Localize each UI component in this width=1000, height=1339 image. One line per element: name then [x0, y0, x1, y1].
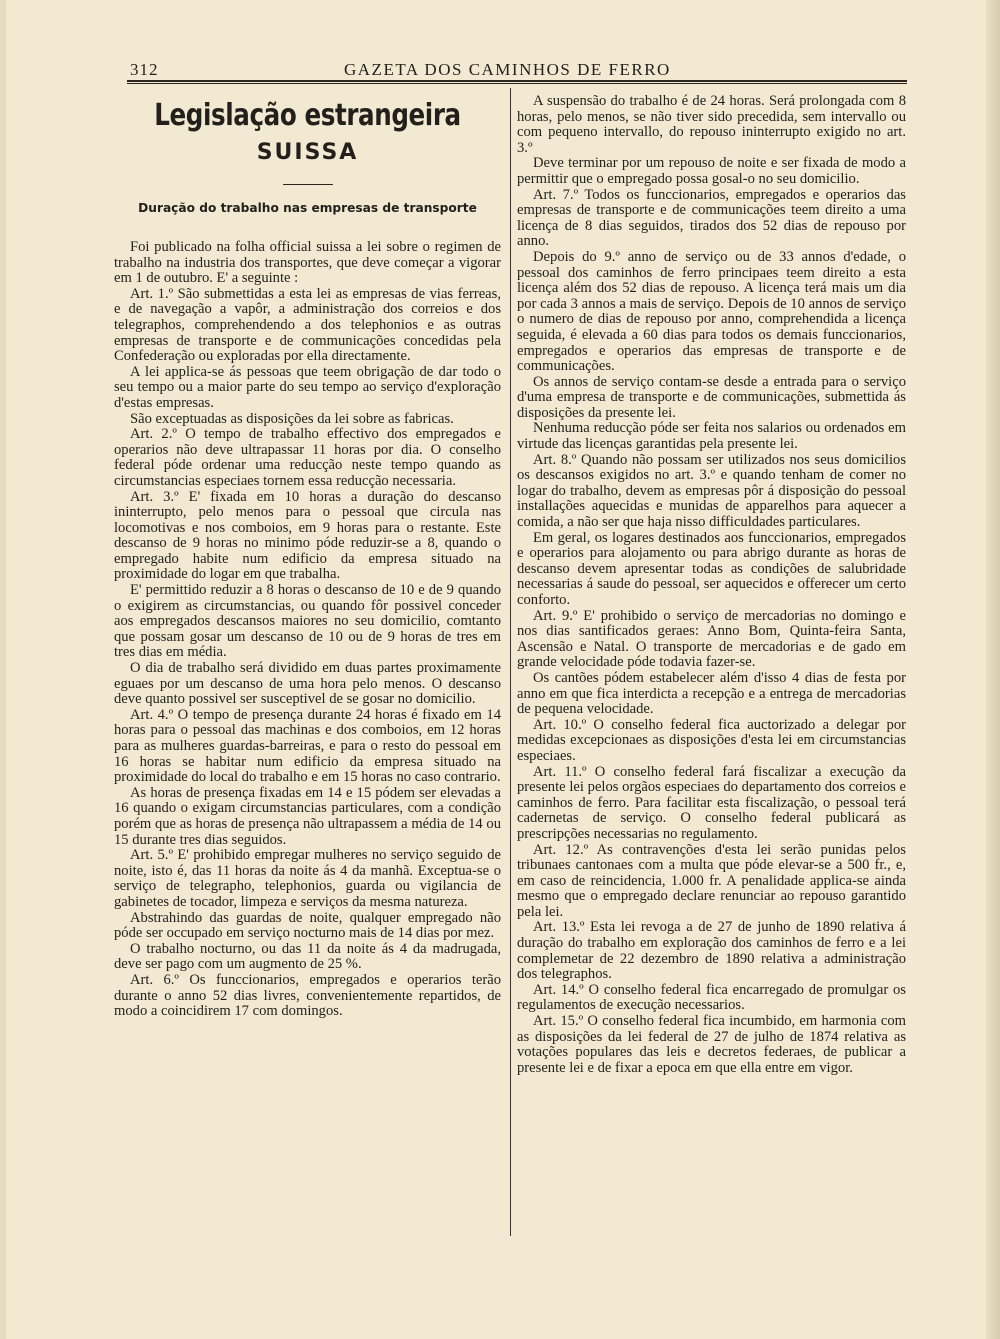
paragraph: E' permittido reduzir a 8 horas o descanso de 10 e de 9 quando o exigirem as circumstancias, ou quando fôr possivel conceder aos empregados descansos maiores no seu domicilio, comtanto que possam gosar um descanso de 10 ou de 9 horas de tres em tres dias em média.	[114, 582, 501, 661]
paragraph: Art. 15.º O conselho federal fica incumbido, em harmonia com as disposições da lei federal de 27 de julho de 1874 relativa as votações populares das leis e decretos federaes, de publicar a presente lei e de fixar a epoca em que ella entre em vigor.	[517, 1013, 906, 1076]
paragraph: Art. 6.º Os funccionarios, empregados e operarios terão durante o anno 52 dias livres, convenientemente repartidos, de modo a coincidirem 17 com domingos.	[114, 971, 501, 1020]
paragraph: Art. 1.º São submettidas a esta lei as empresas de vias ferreas, e de navegação a vapôr, a administração dos correios e dos telegraphos, comprehendendo a dos telephonios e as outras empresas de transporte e de communicações concedidas pela Confederação ou exploradas por ella directamente.	[114, 285, 501, 365]
paragraph: As horas de presença fixadas em 14 e 15 pódem ser elevadas a 16 quando o exigam circumstancias particulares, com a condição porém que as horas de presença não ultrapassem a média de 14 ou 15 durante tres dias seguidos.	[114, 784, 501, 848]
country-title: SUISSA	[256, 140, 359, 165]
paragraph: Art. 7.º Todos os funccionarios, empregados e operarios das empresas de transporte e de communicações teem direito a uma licença de 8 dias seguidos, tirados dos 52 dias de repouso por anno.	[517, 186, 906, 250]
paragraph: Art. 8.º Quando não possam ser utilizados nos seus domicilios os descansos exigidos no art. 3.º e quando tenham de comer no logar do trabalho, devem as empresas pôr á disposição do pessoal installações aquecidas e munidas de apparelhos para aquecer a comida, a não ser que haja nisso difficuldades particulares.	[517, 451, 906, 531]
header-rule	[127, 80, 907, 82]
paragraph: Foi publicado na folha official suissa a lei sobre o regimen de trabalho na industria dos transportes, que deve começar a vigorar em 1 de outubro. E' a seguinte :	[114, 239, 501, 287]
page-edge	[0, 0, 6, 1339]
paragraph: Art. 14.º O conselho federal fica encarregado de promulgar os regulamentos de execução necessarios.	[517, 981, 906, 1014]
paragraph: Abstrahindo das guardas de noite, qualquer empregado não póde ser occupado em serviço nocturno mais de 14 dias por mez.	[114, 909, 501, 942]
paragraph: Os cantões pódem estabelecer além d'isso 4 dias de festa por anno em que fica interdicta a recepção e a entrega de mercadorias de pequena velocidade.	[517, 669, 906, 718]
paragraph: Art. 9.º E' prohibido o serviço de mercadorias no domingo e nos dias santificados geraes: Anno Bom, Quinta-feira Santa, Ascensão e Natal. O transporte de mercadorias e de gado em grande velocidade póde todavia fazer-se.	[517, 607, 906, 671]
right-column-body	[517, 94, 906, 1076]
paragraph: Art. 5.º E' prohibido empregar mulheres no serviço seguido de noite, isto é, das 11 horas da noite ás 4 da manhã. Exceptua-se o serviço de telegrapho, telephonios, guarda ou vigilancia de gabinetes de tocador, limpeza e serviços da mesma natureza.	[114, 847, 501, 910]
paragraph: Em geral, os logares destinados aos funccionarios, empregados e operarios para alojamento ou para abrigo durante as horas de descanso devem apresentar todas as condições de salubridade necessarias á saude do pessoal, ser aquecidos e offerecer um certo conforto.	[517, 529, 906, 608]
left-column-body	[114, 240, 501, 1020]
paragraph: Art. 4.º O tempo de presença durante 24 horas é fixado em 14 horas para o pessoal das machinas e dos comboios, em 12 horas para as mulheres guardas-barreiras, e para o resto do pessoal em 16 horas se habitar num edificio da empresa situado na proximidade do local do trabalho e em 15 horas no caso contrario.	[114, 706, 501, 786]
paragraph: Art. 10.º O conselho federal fica auctorizado a delegar por medidas excepcionaes as disposições d'esta lei em circumstancias especiaes.	[517, 716, 906, 764]
right-column	[517, 94, 906, 1076]
paragraph: O dia de trabalho será dividido em duas partes proximamente eguaes por um descanso de uma hora pelo menos. O descanso deve quanto possivel ser susceptivel de se gosar no domicilio.	[114, 660, 501, 708]
paragraph: Art. 12.º As contravenções d'esta lei serão punidas pelos tribunaes cantonaes com a multa que póde elevar-se a 500 fr., e, em caso de reincidencia, 1.000 fr. A penalidade applica-se ainda mesmo que o empregado declare renunciar ao repouso garantido pela lei.	[517, 841, 906, 920]
journal-title: GAZETA DOS CAMINHOS DE FERRO	[344, 60, 671, 79]
paragraph: Os annos de serviço contam-se desde a entrada para o serviço d'uma empresa de transporte e de communicações, submettida ás disposições da presente lei.	[517, 373, 906, 421]
page-header	[130, 58, 905, 80]
paragraph: A suspensão do trabalho é de 24 horas. Será prolongada com 8 horas, pelo menos, se não tiver sido precedida, sem intervallo ou com pequeno intervallo, do repouso ininterrupto exigido no art. 3.º	[517, 93, 906, 156]
paragraph: A lei applica-se ás pessoas que teem obrigação de dar todo o seu tempo ou a maior parte do seu tempo ao serviço d'exploração d'estas empresas.	[114, 363, 501, 411]
page-edge	[986, 0, 1000, 1339]
left-column	[114, 96, 501, 1020]
article-subtitle: Duração do trabalho nas empresas de transporte	[138, 201, 477, 215]
paragraph: Art. 13.º Esta lei revoga a de 27 de junho de 1890 relativa á duração do trabalho em exploração dos caminhos de ferro e a lei complemetar de 22 dezembro de 1890 relativa a administração dos telegraphos.	[517, 919, 906, 983]
paragraph: Nenhuma reducção póde ser feita nos salarios ou ordenados em virtude das licenças garantidas pela presente lei.	[517, 420, 906, 453]
paragraph: Art. 2.º O tempo de trabalho effectivo dos empregados e operarios não deve ultrapassar 11 horas por dia. O conselho federal póde ordenar uma reducção neste tempo quando as circumstancias especiaes tornem essa reducção necessaria.	[114, 426, 501, 489]
paragraph: Art. 11.º O conselho federal fará fiscalizar a execução da presente lei pelos orgãos especiaes do departamento dos correios e caminhos de ferro. Para facilitar esta fiscalização, o pessoal terá cadernetas de serviço. O conselho federal publicará as prescripções necessarias no regulamento.	[517, 763, 906, 842]
title-divider	[283, 184, 333, 185]
column-divider	[510, 88, 511, 1236]
page-number: 312	[130, 60, 159, 79]
section-title: Legislação estrangeira	[154, 98, 461, 133]
paragraph: São exceptuadas as disposições da lei sobre as fabricas.	[130, 410, 454, 427]
header-rule	[127, 83, 907, 84]
paragraph: Depois do 9.º anno de serviço ou de 33 annos d'edade, o pessoal dos caminhos de ferro principaes teem direito a esta licença além dos 52 dias de repouso. A licença terá mais um dia por cada 3 annos a mais de serviço. Depois de 10 annos de serviço o numero de dias de repouso por anno, comprehendida a licença seguida, é elevada a 60 dias para todos os demais funccionarios, empregados e operarios das empresas de transporte e de communicações.	[517, 248, 906, 375]
paragraph: Art. 3.º E' fixada em 10 horas a duração do descanso ininterrupto, pelo menos para o pessoal que circula nas locomotivas e nos comboios, em 9 horas para o restante. Este descanso de 9 horas no minimo póde reduzir-se a 8, quando o empregado habite num edificio da empresa situado na proximidade do logar em que trabalha.	[114, 488, 501, 583]
paragraph: O trabalho nocturno, ou das 11 da noite ás 4 da madrugada, deve ser pago com um augmento de 25 %.	[114, 940, 501, 973]
paragraph: Deve terminar por um repouso de noite e ser fixada de modo a permittir que o empregado possa gosal-o no seu domicilio.	[517, 155, 906, 187]
